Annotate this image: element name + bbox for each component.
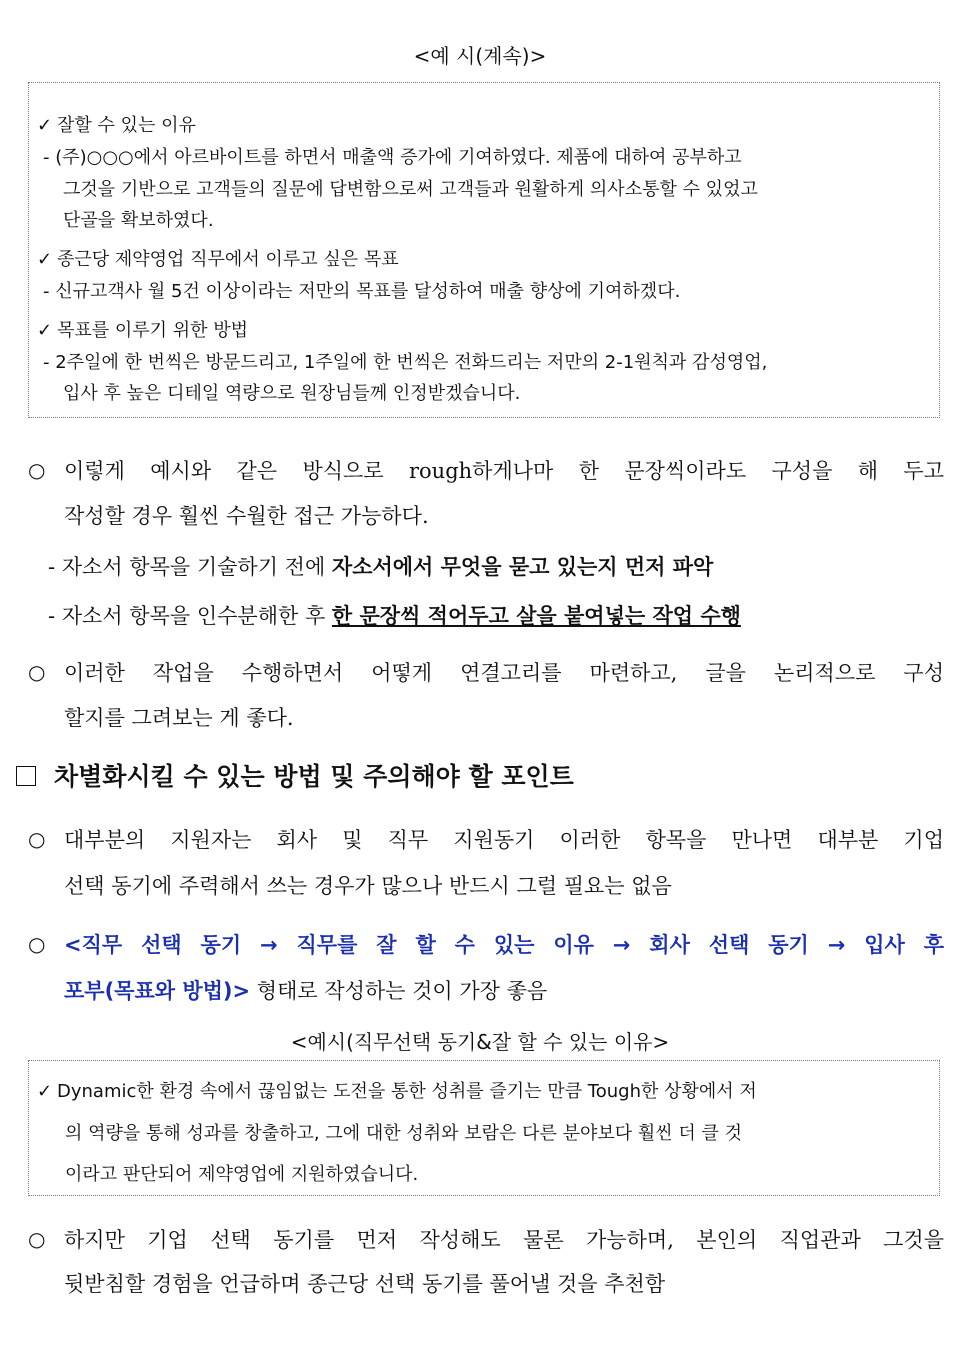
reason-line-3: 단골을 확보하였다.: [63, 210, 214, 231]
dash-item-2: - 자소서 항목을 인수분해한 후 한 문장씩 적어두고 살을 붙여넣는 작업 수행: [48, 603, 741, 628]
example-line-3: 이라고 판단되어 제약영업에 지원하였습니다.: [65, 1164, 419, 1185]
paragraph-3-line-2: 선택 동기에 주력해서 쓰는 경우가 많으나 반드시 그럴 필요는 없음: [64, 874, 672, 898]
checkmark-icon: ✓: [37, 1081, 53, 1102]
example-box: [28, 82, 940, 418]
paragraph-5-line-1: 하지만 기업 선택 동기를 먼저 작성해도 물론 가능하며, 본인의 직업관과 그것을: [64, 1228, 944, 1252]
reason-line-1: - (주)○○○에서 아르바이트를 하면서 매출액 증가에 기여하였다. 제품에 대하여 공부하고: [43, 147, 742, 168]
paragraph-5-line-2: 뒷받침할 경험을 언급하며 종근당 선택 동기를 풀어낼 것을 추천함: [64, 1272, 666, 1296]
paragraph-4-line-1: <직무 선택 동기 → 직무를 잘 할 수 있는 이유 → 회사 선택 동기 → 입사 후: [64, 933, 944, 957]
bullet-circle-icon: ○: [28, 1227, 46, 1251]
bullet-circle-icon: ○: [28, 458, 46, 482]
example-line-2: 의 역량을 통해 성과를 창출하고, 그에 대한 성취와 보람은 다른 분야보다 훨씬 더 클 것: [65, 1123, 743, 1144]
square-bullet-icon: [16, 766, 36, 786]
checkmark-icon: ✓: [37, 249, 53, 270]
goal-heading: ✓ 종근당 제약영업 직무에서 이루고 싶은 목표: [37, 249, 399, 270]
method-line-2: 입사 후 높은 디테일 역량으로 원장님들께 인정받겠습니다.: [63, 383, 521, 404]
method-heading: ✓ 목표를 이루기 위한 방법: [37, 320, 249, 341]
paragraph-1-line-2: 작성할 경우 훨씬 수월한 접근 가능하다.: [64, 504, 429, 528]
bullet-circle-icon: ○: [28, 660, 46, 684]
section-heading: 차별화시킬 수 있는 방법 및 주의해야 할 포인트: [16, 757, 574, 793]
paragraph-2-line-1: 이러한 작업을 수행하면서 어떻게 연결고리를 마련하고, 글을 논리적으로 구성: [64, 661, 944, 685]
example-box-2: [28, 1060, 940, 1196]
checkmark-icon: ✓: [37, 115, 53, 136]
example-caption-2: <예시(직무선택 동기&잘 할 수 있는 이유>: [290, 1030, 670, 1054]
paragraph-4-line-2: 포부(목표와 방법)> 형태로 작성하는 것이 가장 좋음: [64, 979, 548, 1003]
example-line-1: ✓ Dynamic한 환경 속에서 끊임없는 도전을 통한 성취를 즐기는 만큼 Tough한 상황에서 저: [37, 1081, 757, 1102]
paragraph-1-line-1: 이렇게 예시와 같은 방식으로 rough하게나마 한 문장씩이라도 구성을 해 두고: [64, 459, 944, 483]
bullet-circle-icon: ○: [28, 827, 46, 851]
goal-line-1: - 신규고객사 월 5건 이상이라는 저만의 목표를 달성하여 매출 향상에 기여하겠다.: [43, 281, 681, 302]
reason-heading: ✓ 잘할 수 있는 이유: [37, 115, 196, 136]
method-line-1: - 2주일에 한 번씩은 방문드리고, 1주일에 한 번씩은 전화드리는 저만의 2-1원칙과 감성영업,: [43, 352, 768, 373]
checkmark-icon: ✓: [37, 320, 53, 341]
paragraph-2-line-2: 할지를 그려보는 게 좋다.: [64, 706, 294, 730]
reason-line-2: 그것을 기반으로 고객들의 질문에 답변함으로써 고객들과 원활하게 의사소통할 수 있었고: [63, 179, 758, 200]
bullet-circle-icon: ○: [28, 932, 46, 956]
example-caption: <예 시(계속)>: [413, 44, 547, 68]
paragraph-3-line-1: 대부분의 지원자는 회사 및 직무 지원동기 이러한 항목을 만나면 대부분 기업: [64, 828, 944, 852]
dash-item-1: - 자소서 항목을 기술하기 전에 자소서에서 무엇을 묻고 있는지 먼저 파악: [48, 554, 714, 579]
